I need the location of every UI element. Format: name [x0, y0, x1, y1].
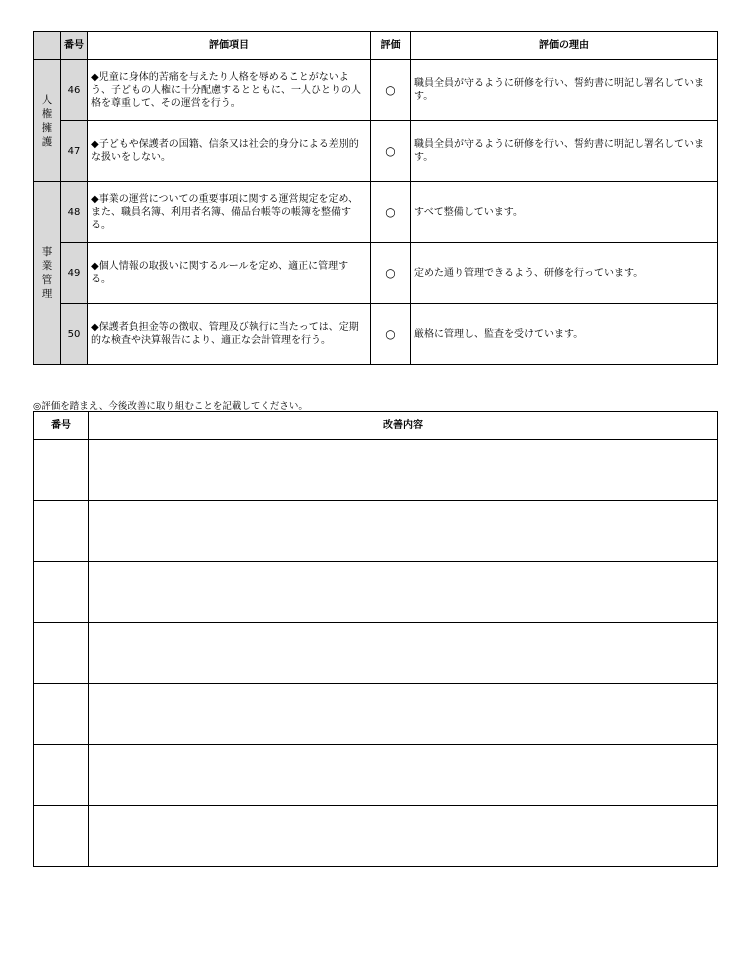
- category-business-management: 事業管理: [34, 182, 61, 365]
- improvement-header-row: [34, 412, 718, 440]
- header-number: 番号: [61, 32, 88, 60]
- table-row: [34, 562, 718, 623]
- improvement-content-cell[interactable]: [89, 623, 718, 684]
- improvement-content-cell[interactable]: [89, 806, 718, 867]
- evaluation-reason: すべて整備しています。: [411, 182, 718, 243]
- row-number: 48: [61, 182, 88, 243]
- table-row: [34, 745, 718, 806]
- improvement-number-cell[interactable]: [34, 440, 89, 501]
- improvement-content-cell[interactable]: [89, 562, 718, 623]
- header-evaluation: 評価: [371, 32, 411, 60]
- header-item: 評価項目: [88, 32, 371, 60]
- evaluation-reason: 職員全員が守るように研修を行い、誓約書に明記し署名しています。: [411, 121, 718, 182]
- improvement-header-content: 改善内容: [89, 412, 718, 440]
- evaluation-mark: ○: [371, 182, 411, 243]
- improvement-table: [33, 411, 718, 867]
- evaluation-item: ◆個人情報の取扱いに関するルールを定め、適正に管理する。: [88, 243, 371, 304]
- table-row: [34, 684, 718, 745]
- improvement-number-cell[interactable]: [34, 501, 89, 562]
- improvement-content-cell[interactable]: [89, 684, 718, 745]
- table-row: [34, 623, 718, 684]
- evaluation-item: ◆保護者負担金等の徴収、管理及び執行に当たっては、定期的な検査や決算報告により、適正な会計管理を行う。: [88, 304, 371, 365]
- row-number: 49: [61, 243, 88, 304]
- improvement-content-cell[interactable]: [89, 440, 718, 501]
- table-row: [34, 243, 718, 304]
- row-number: 50: [61, 304, 88, 365]
- evaluation-mark: ○: [371, 304, 411, 365]
- row-number: 46: [61, 60, 88, 121]
- evaluation-table: [33, 31, 718, 365]
- evaluation-mark: ○: [371, 243, 411, 304]
- category-human-rights: 人権擁護: [34, 60, 61, 182]
- table-row: [34, 60, 718, 121]
- table-row: [34, 304, 718, 365]
- table-row: [34, 501, 718, 562]
- table-row: [34, 806, 718, 867]
- improvement-content-cell[interactable]: [89, 501, 718, 562]
- row-number: 47: [61, 121, 88, 182]
- improvement-number-cell[interactable]: [34, 684, 89, 745]
- improvement-number-cell[interactable]: [34, 806, 89, 867]
- table-row: [34, 440, 718, 501]
- evaluation-reason: 職員全員が守るように研修を行い、誓約書に明記し署名しています。: [411, 60, 718, 121]
- improvement-number-cell[interactable]: [34, 745, 89, 806]
- improvement-header-number: 番号: [34, 412, 89, 440]
- improvement-content-cell[interactable]: [89, 745, 718, 806]
- evaluation-mark: ○: [371, 60, 411, 121]
- evaluation-item: ◆事業の運営についての重要事項に関する運営規定を定め、また、職員名簿、利用者名簿、備品台帳等の帳簿を整備する。: [88, 182, 371, 243]
- evaluation-item: ◆子どもや保護者の国籍、信条又は社会的身分による差別的な扱いをしない。: [88, 121, 371, 182]
- improvement-instruction: ◎評価を踏まえ、今後改善に取り組むことを記載してください。: [33, 401, 308, 412]
- evaluation-item: ◆児童に身体的苦痛を与えたり人格を辱めることがないよう、子どもの人権に十分配慮するとともに、一人ひとりの人格を尊重して、その運営を行う。: [88, 60, 371, 121]
- improvement-number-cell[interactable]: [34, 623, 89, 684]
- table-row: [34, 182, 718, 243]
- header-reason: 評価の理由: [411, 32, 718, 60]
- evaluation-reason: 定めた通り管理できるよう、研修を行っています。: [411, 243, 718, 304]
- evaluation-header-row: [34, 32, 718, 60]
- improvement-number-cell[interactable]: [34, 562, 89, 623]
- table-row: [34, 121, 718, 182]
- evaluation-reason: 厳格に管理し、監査を受けています。: [411, 304, 718, 365]
- evaluation-mark: ○: [371, 121, 411, 182]
- header-category: [34, 32, 61, 60]
